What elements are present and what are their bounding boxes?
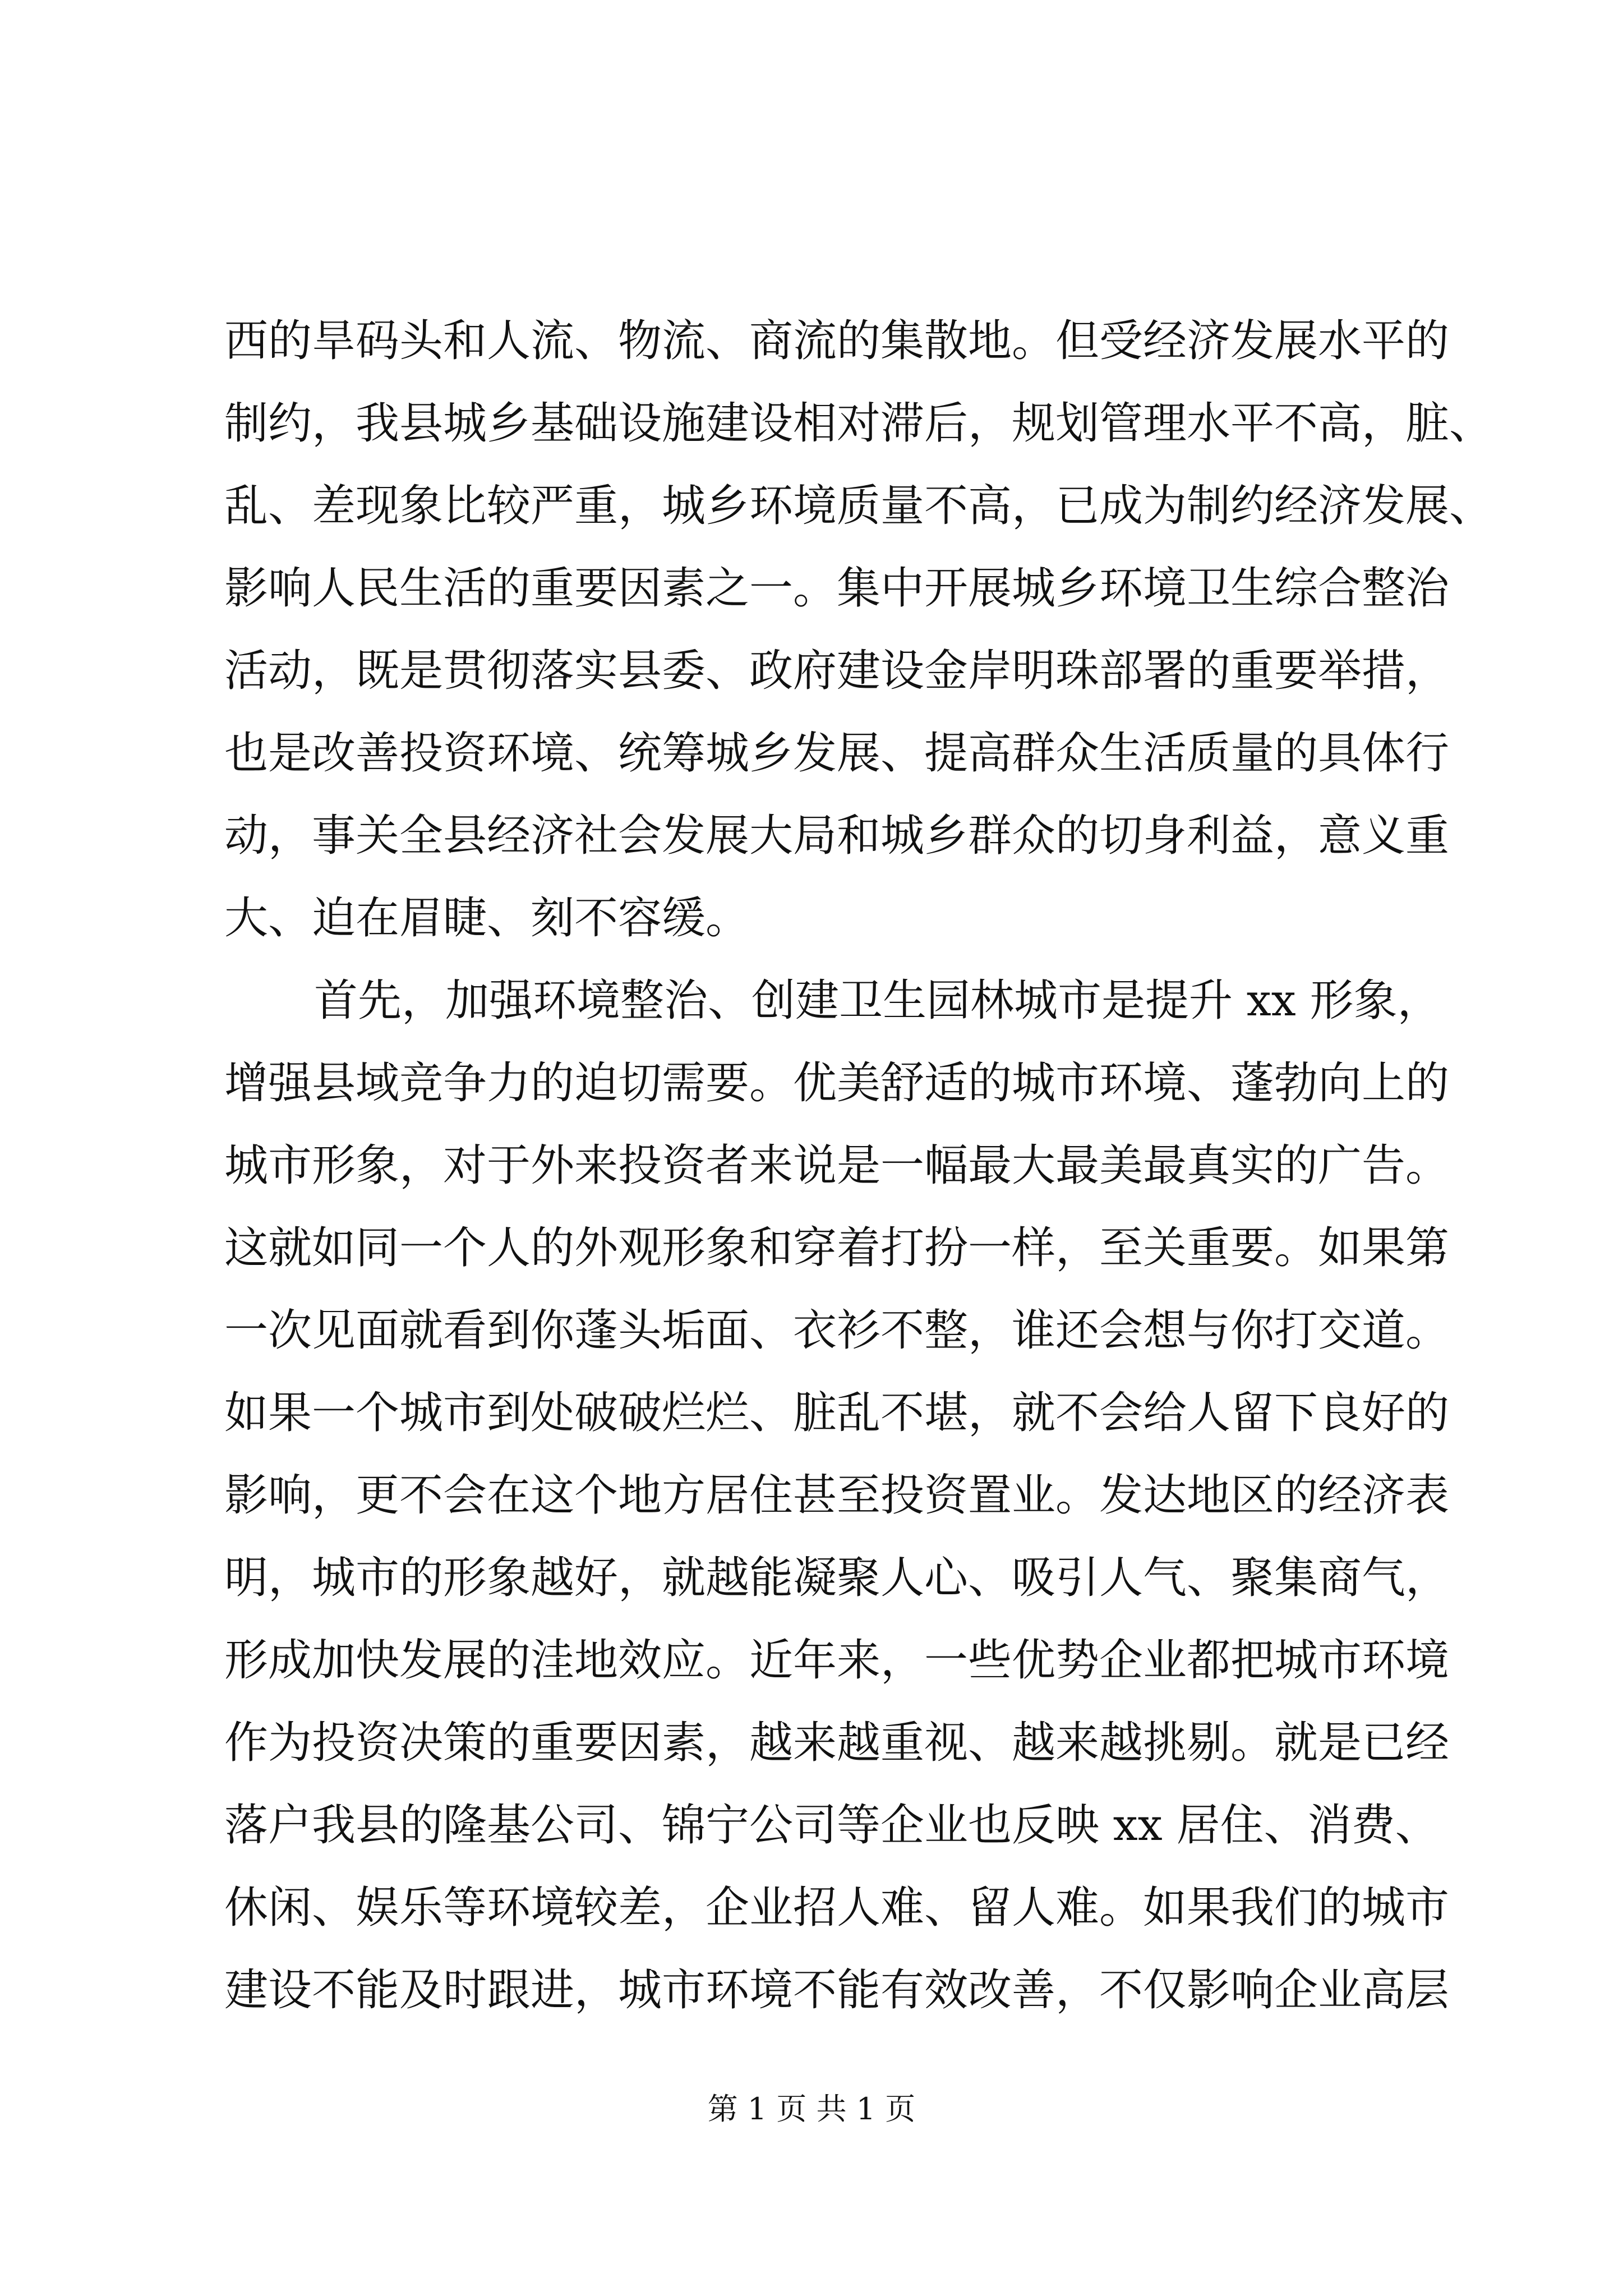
text-line: 明，城市的形象越好，就越能凝聚人心、吸引人气、聚集商气， bbox=[224, 1553, 1450, 1603]
text-line: 大、迫在眉睫、刻不容缓。 bbox=[224, 893, 750, 944]
text-line: 也是改善投资环境、统筹城乡发展、提高群众生活质量的具体行 bbox=[224, 728, 1450, 779]
text-line: 如果一个城市到处破破烂烂、脏乱不堪，就不会给人留下良好的 bbox=[224, 1388, 1450, 1438]
text-line: 影响人民生活的重要因素之一。集中开展城乡环境卫生综合整治 bbox=[224, 563, 1450, 614]
paragraph-2 bbox=[224, 960, 1450, 2032]
text-line: 这就如同一个人的外观形象和穿着打扮一样，至关重要。如果第 bbox=[224, 1223, 1450, 1273]
text-line: 西的旱码头和人流、物流、商流的集散地。但受经济发展水平的 bbox=[224, 316, 1450, 366]
text-line: 落户我县的隆基公司、锦宁公司等企业也反映 xx 居住、消费、 bbox=[224, 1800, 1439, 1851]
page-footer: 第 1 页 共 1 页 bbox=[707, 2091, 916, 2127]
paragraph-1 bbox=[224, 300, 1493, 960]
text-line: 活动，既是贯彻落实县委、政府建设金岸明珠部署的重要举措， bbox=[224, 646, 1450, 696]
text-line: 作为投资决策的重要因素，越来越重视、越来越挑剔。就是已经 bbox=[224, 1718, 1450, 1768]
text-line: 增强县域竞争力的迫切需要。优美舒适的城市环境、蓬勃向上的 bbox=[224, 1058, 1450, 1108]
text-line: 一次见面就看到你蓬头垢面、衣衫不整，谁还会想与你打交道。 bbox=[224, 1305, 1450, 1356]
text-line: 乱、差现象比较严重，城乡环境质量不高，已成为制约经济发展、 bbox=[224, 481, 1493, 531]
text-line: 动，事关全县经济社会发展大局和城乡群众的切身利益，意义重 bbox=[224, 811, 1450, 861]
text-line: 建设不能及时跟进，城市环境不能有效改善，不仅影响企业高层 bbox=[224, 1965, 1450, 2016]
text-line: 首先，加强环境整治、创建卫生园林城市是提升 xx 形象， bbox=[314, 976, 1441, 1026]
text-line: 城市形象，对于外来投资者来说是一幅最大最美最真实的广告。 bbox=[224, 1140, 1450, 1191]
document-body bbox=[224, 300, 1493, 2032]
text-line: 休闲、娱乐等环境较差，企业招人难、留人难。如果我们的城市 bbox=[224, 1883, 1450, 1933]
text-line: 形成加快发展的洼地效应。近年来，一些优势企业都把城市环境 bbox=[224, 1635, 1450, 1686]
text-line: 影响，更不会在这个地方居住甚至投资置业。发达地区的经济表 bbox=[224, 1470, 1450, 1521]
text-line: 制约，我县城乡基础设施建设相对滞后，规划管理水平不高，脏、 bbox=[224, 398, 1493, 449]
